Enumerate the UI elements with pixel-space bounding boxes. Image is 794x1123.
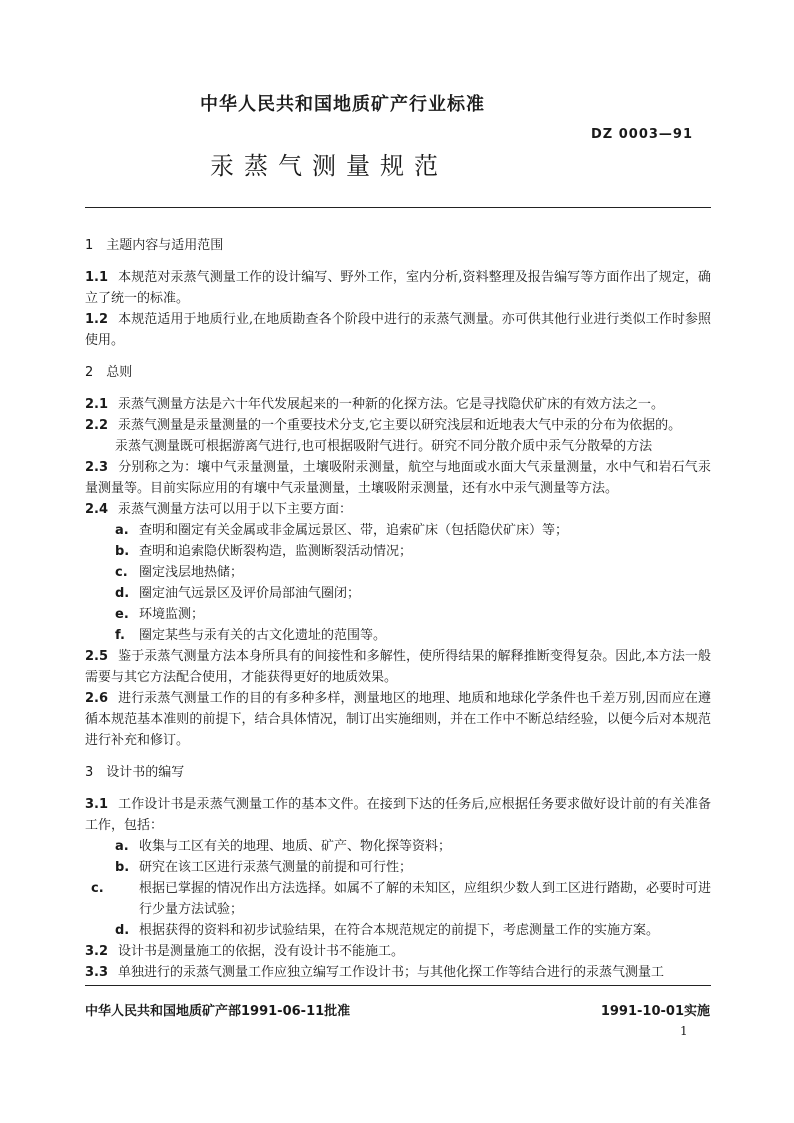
document-title: 汞蒸气测量规范 [210,152,448,180]
header-divider [85,207,711,208]
clause-2-2-continued: 汞蒸气测量既可根据游离气进行,也可根据吸附气进行。研究不同分散介质中汞气分散晕的方法 [115,439,653,454]
page-number: 1 [680,1024,688,1038]
list-item: b. 查明和追索隐伏断裂构造，监测断裂活动情况； [115,544,413,559]
list-item: c. 圈定浅层地热储； [115,565,244,580]
list-item: e. 环境监测； [115,607,205,622]
clause-3-1: 3.1 工作设计书是汞蒸气测量工作的基本文件。在接到下达的任务后,应根据任务要求做好设计前的有关准备工作，包括： [85,797,711,833]
approval-note: 中华人民共和国地质矿产部1991-06-11批准 [85,1004,351,1019]
clause-2-4: 2.4 汞蒸气测量方法可以用于以下主要方面： [85,502,353,517]
clause-1-2: 1.2 本规范适用于地质行业,在地质勘查各个阶段中进行的汞蒸气测量。亦可供其他行业进行类似工作时参照使用。 [85,312,711,348]
standard-number: DZ 0003—91 [591,127,694,142]
list-item: d. 根据获得的资料和初步试验结果，在符合本规范规定的前提下，考虑测量工作的实施方案。 [115,923,660,938]
clause-2-1: 2.1 汞蒸气测量方法是六十年代发展起来的一种新的化探方法。它是寻找隐伏矿床的有效方法之一。 [85,397,665,412]
clause-2-2: 2.2 汞蒸气测量是汞量测量的一个重要技术分支,它主要以研究浅层和近地表大气中汞的分布为依据的。 [85,418,682,433]
list-item: d. 圈定油气远景区及评价局部油气圈闭； [115,586,361,601]
clause-2-3: 2.3 分别称之为：壤中气汞量测量，土壤吸附汞测量，航空与地面或水面大气汞量测量，水中气和岩石气汞量测量等。目前实际应用的有壤中气汞量测量，土壤吸附汞测量，还有水中汞气测量等方法。 [85,460,711,496]
document-body [85,235,711,983]
issuing-org-header: 中华人民共和国地质矿产行业标准 [200,94,485,115]
clause-3-2: 3.2 设计书是测量施工的依据，没有设计书不能施工。 [85,944,405,959]
clause-1-1: 1.1 本规范对汞蒸气测量工作的设计编写、野外工作，室内分析,资料整理及报告编写等方面作出了规定，确立了统一的标准。 [85,270,711,306]
section-heading-2: 2 总则 [85,365,133,380]
clause-3-3: 3.3 单独进行的汞蒸气测量工作应独立编写工作设计书；与其他化探工作等结合进行的汞蒸气测量工 [85,965,665,980]
section-heading-1: 1 主题内容与适用范围 [85,238,224,253]
list-item: b. 研究在该工区进行汞蒸气测量的前提和可行性； [115,860,413,875]
footer-divider [85,985,711,986]
list-item: f. 圈定某些与汞有关的古文化遗址的范围等。 [115,628,387,643]
clause-2-5: 2.5 鉴于汞蒸气测量方法本身所具有的间接性和多解性，使所得结果的解释推断变得复杂。因此,本方法一般需要与其它方法配合使用，才能获得更好的地质效果。 [85,649,711,685]
list-item: c. 根据已掌握的情况作出方法选择。如属不了解的未知区，应组织少数人到工区进行踏勘，必要时可进行少量方法试验； [91,881,712,917]
list-item: a. 收集与工区有关的地理、地质、矿产、物化探等资料； [115,839,452,854]
effective-date: 1991-10-01实施 [600,1004,710,1019]
section-heading-3: 3 设计书的编写 [85,765,185,780]
list-item: a. 查明和圈定有关金属或非金属远景区、带，追索矿床（包括隐伏矿床）等； [115,523,569,538]
clause-2-6: 2.6 进行汞蒸气测量工作的目的有多种多样，测量地区的地理、地质和地球化学条件也千差万别,因而应在遵循本规范基本准则的前提下，结合具体情况，制订出实施细则，并在工作中不断总结经验，以便今后对本规范进行补充和修订。 [85,691,711,748]
